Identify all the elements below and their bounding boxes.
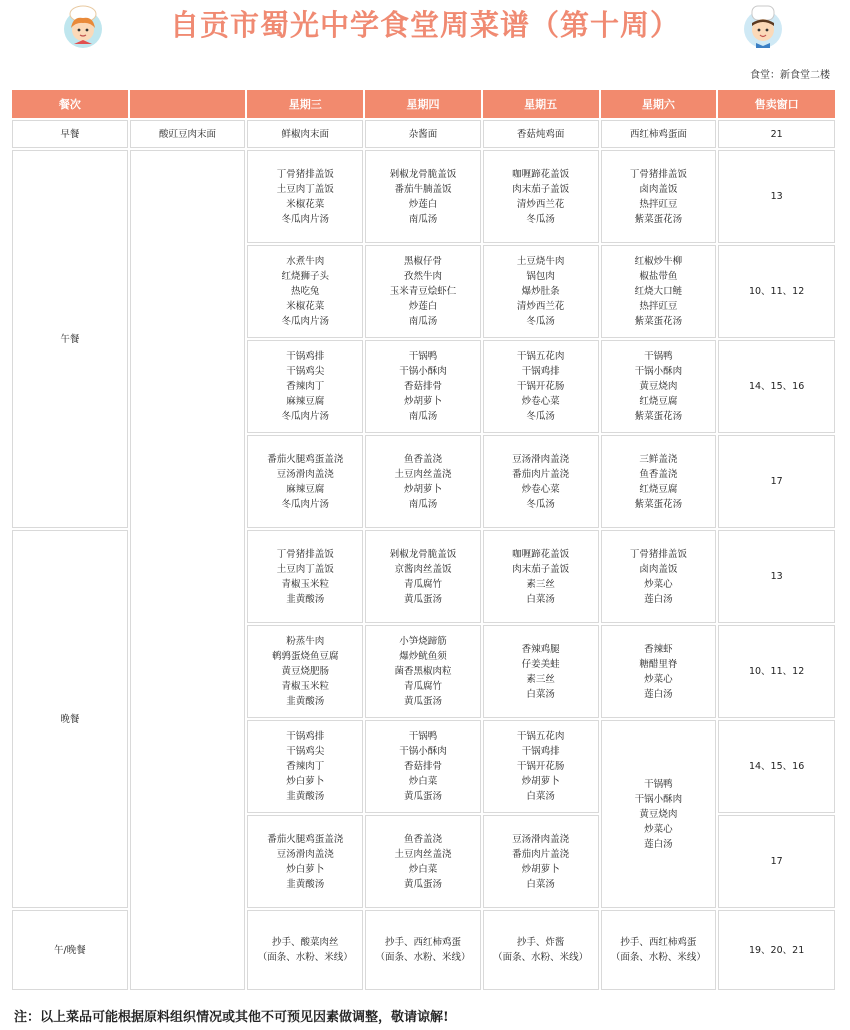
dish-item: 番茄火腿鸡蛋盖浇: [267, 453, 344, 465]
dish-item: 鱼香盖浇: [403, 453, 442, 465]
dish-item: 炒卷心菜: [521, 483, 560, 495]
blank-cell: [130, 150, 246, 990]
dish-item: 南瓜汤: [408, 498, 438, 510]
menu-cell: [601, 435, 717, 528]
dish-item: 素三丝: [526, 578, 555, 590]
dish-item: （面条、水粉、米线）: [493, 952, 589, 963]
meal-label: 午餐: [12, 150, 128, 528]
menu-cell: [247, 435, 363, 528]
dish-item: 紫菜蛋花汤: [634, 316, 683, 327]
dish-item: 香辣肉丁: [286, 381, 325, 392]
menu-cell: [601, 910, 717, 990]
dish-item: 干锅五花肉: [516, 351, 565, 362]
dish-item: 红椒炒牛柳: [634, 256, 683, 267]
dish-item: 水煮牛肉: [286, 256, 325, 267]
dish-item: 剁椒龙骨脆盖饭: [389, 168, 457, 180]
dish-item: 炒莲白: [408, 301, 438, 312]
menu-cell: [483, 150, 599, 243]
dish-item: 紫菜蛋花汤: [634, 411, 683, 422]
dish-item: 冬瓜汤: [526, 316, 555, 327]
dish-item: 冬瓜肉片汤: [281, 316, 330, 327]
dish-item: 热拌豇豆: [639, 198, 678, 210]
dish-item: 粉蒸牛肉: [286, 636, 325, 647]
window-cell: 13: [718, 530, 835, 623]
dish-item: 番茄火腿鸡蛋盖浇: [267, 833, 344, 845]
dish-item: 豆汤滑肉盖浇: [276, 468, 334, 480]
dish-item: 干锅鸭: [408, 351, 438, 362]
dish-item: 青瓜腐竹: [403, 578, 442, 590]
dish-item: 土豆肉丁盖饭: [276, 563, 334, 575]
header: [0, 0, 850, 60]
dish-item: 干锅鸭: [408, 731, 438, 742]
menu-cell: [483, 340, 599, 433]
menu-cell: [365, 815, 481, 908]
meal-label: 晚餐: [12, 530, 128, 908]
canteen-location: 食堂：新食堂二楼: [750, 70, 830, 81]
dish-item: 鱼香盖浇: [639, 468, 678, 480]
window-cell: 21: [718, 120, 835, 148]
dish-item: 三鲜盖浇: [639, 453, 678, 465]
dish-item: 丁骨猪排盖饭: [629, 548, 687, 560]
dish-item: 干锅鸡尖: [286, 746, 325, 757]
menu-cell: [483, 435, 599, 528]
dish-item: 炒卷心菜: [521, 396, 560, 407]
dish-item: 番茄牛腩盖饭: [394, 183, 452, 195]
menu-cell: [247, 910, 363, 990]
dish-item: 韭黄酸汤: [286, 696, 325, 707]
menu-cell: [247, 625, 363, 718]
dish-item: 干锅鸭: [644, 778, 673, 790]
dish-item: 炒胡萝卜: [403, 483, 442, 495]
dish-item: 咖喱蹄花盖饭: [512, 168, 570, 180]
dish-item: 卤肉盖饭: [639, 563, 678, 575]
menu-cell: [483, 815, 599, 908]
dish-item: 锅包肉: [526, 271, 555, 282]
dish-item: 热拌豇豆: [639, 301, 678, 312]
dish-item: 黄瓜蛋汤: [403, 696, 442, 707]
window-cell: 14、15、16: [718, 720, 835, 813]
dish-item: 炒白菜: [408, 863, 438, 875]
menu-cell: [601, 720, 717, 908]
window-cell: 19、20、21: [718, 910, 835, 990]
dish-item: 黄瓜蛋汤: [403, 593, 442, 605]
dish-item: 京酱肉丝盖饭: [394, 563, 452, 575]
dish-item: 丁骨猪排盖饭: [629, 168, 687, 180]
menu-cell: [365, 625, 481, 718]
dish-item: 炒白萝卜: [286, 776, 325, 787]
dish-item: 炒白萝卜: [286, 863, 325, 875]
dish-item: 干锅鸭: [644, 351, 673, 362]
dish-item: 莲白汤: [644, 688, 673, 700]
dish-item: 干锅小酥肉: [399, 746, 447, 757]
menu-cell: [601, 625, 717, 718]
dish-item: 肉末茄子盖饭: [512, 183, 570, 195]
dish-item: 剁椒龙骨脆盖饭: [389, 548, 457, 560]
dish-item: 土豆肉丝盖浇: [394, 468, 452, 480]
dish-item: 香辣肉丁: [286, 761, 325, 772]
dish-item: 仔姜美蛙: [521, 658, 560, 670]
dish-item: 糖醋里脊: [639, 658, 678, 670]
menu-cell: [483, 720, 599, 813]
dish-item: 土豆烧牛肉: [516, 256, 565, 267]
menu-cell: [601, 150, 717, 243]
menu-cell: [365, 245, 481, 338]
dish-item: 青椒玉米粒: [281, 578, 330, 590]
dish-item: 炒菜心: [644, 578, 673, 590]
menu-cell: [601, 340, 717, 433]
dish-item: 干锅小酥肉: [634, 793, 683, 805]
meal-label: 午/晚餐: [12, 910, 128, 990]
dish-item: 冬瓜肉片汤: [281, 498, 330, 510]
menu-cell: 西红柿鸡蛋面: [601, 120, 717, 148]
dish-item: 青椒玉米粒: [281, 681, 330, 692]
menu-cell: [365, 435, 481, 528]
dish-item: 干锅小酥肉: [399, 366, 447, 377]
col-header-meal: 餐次: [12, 90, 128, 118]
dish-item: 鱼香盖浇: [403, 833, 442, 845]
dish-item: 爆炒鱿鱼须: [399, 651, 447, 662]
dish-item: 麻辣豆腐: [286, 483, 325, 495]
dish-item: 黄豆烧肉: [639, 381, 678, 392]
dish-item: 白菜汤: [526, 878, 555, 890]
dish-item: 香辣虾: [644, 643, 673, 655]
menu-cell: 香菇炖鸡面: [483, 120, 599, 148]
window-cell: 17: [718, 815, 835, 908]
dish-item: 土豆肉丝盖浇: [394, 848, 452, 860]
window-cell: 13: [718, 150, 835, 243]
col-header-window: 售卖窗口: [718, 90, 835, 118]
menu-cell: [365, 720, 481, 813]
dish-item: 炒胡萝卜: [521, 776, 560, 787]
dish-item: 清炒西兰花: [516, 301, 565, 312]
dish-item: 冬瓜肉片汤: [281, 213, 330, 225]
menu-cell: [247, 245, 363, 338]
dish-item: 南瓜汤: [408, 316, 438, 327]
dish-item: 豆汤滑肉盖浇: [512, 833, 570, 845]
col-header-thu: 星期四: [365, 90, 481, 118]
dish-item: 香菇排骨: [403, 381, 442, 392]
dish-item: 紫菜蛋花汤: [634, 498, 683, 510]
dish-item: 白菜汤: [526, 791, 555, 802]
dish-item: 南瓜汤: [408, 213, 438, 225]
dish-item: 椒盐带鱼: [639, 271, 678, 282]
dish-item: 黄瓜蛋汤: [403, 791, 442, 802]
dish-item: 香辣鸡腿: [521, 643, 560, 655]
dish-item: 抄手、西红柿鸡蛋: [620, 937, 697, 948]
dish-item: （面条、水粉、米线）: [610, 952, 706, 963]
col-header-blank: [130, 90, 246, 118]
dish-item: 干锅鸡排: [521, 366, 560, 377]
menu-cell: [365, 910, 481, 990]
dish-item: 炒白菜: [408, 776, 438, 787]
menu-cell: [483, 625, 599, 718]
dish-item: 炒胡萝卜: [403, 396, 442, 407]
dish-item: 红烧豆腐: [639, 483, 678, 495]
dish-item: 热吃兔: [291, 286, 320, 297]
menu-cell: [483, 910, 599, 990]
col-header-wed: 星期三: [247, 90, 363, 118]
dish-item: 孜然牛肉: [403, 271, 442, 282]
dish-item: 爆炒肚条: [521, 286, 560, 297]
menu-cell: [601, 530, 717, 623]
dish-item: 菌香黑椒肉粒: [394, 666, 452, 677]
dish-item: 黄瓜蛋汤: [403, 878, 442, 890]
dish-item: 黄豆烧肥肠: [281, 666, 330, 677]
window-cell: 10、11、12: [718, 625, 835, 718]
dish-item: 麻辣豆腐: [286, 396, 325, 407]
dish-item: 炒莲白: [408, 198, 438, 210]
menu-cell: [247, 815, 363, 908]
dish-item: 干锅鸡排: [521, 746, 560, 757]
dish-item: 抄手、炸酱: [516, 937, 565, 948]
menu-cell: [247, 530, 363, 623]
dish-item: 小笋烧蹄筋: [399, 636, 447, 647]
menu-cell: 鲜椒肉末面: [247, 120, 363, 148]
menu-cell: [247, 340, 363, 433]
dish-item: 红烧狮子头: [281, 271, 330, 282]
footer-note: 注：以上菜品可能根据原料组织情况或其他不可预见因素做调整，敬请谅解!: [14, 1010, 449, 1025]
dish-item: 冬瓜汤: [526, 498, 555, 510]
dish-item: 干锅开花肠: [516, 761, 565, 772]
menu-cell: 杂酱面: [365, 120, 481, 148]
dish-item: 土豆肉丁盖饭: [276, 183, 334, 195]
dish-item: 冬瓜肉片汤: [281, 411, 330, 422]
dish-item: 米椒花菜: [286, 301, 325, 312]
dish-item: 青瓜腐竹: [403, 681, 442, 692]
dish-item: 干锅开花肠: [516, 381, 565, 392]
menu-cell: 酸豇豆肉末面: [130, 120, 246, 148]
dish-item: 番茄肉片盖浇: [512, 848, 570, 860]
dish-item: 南瓜汤: [408, 411, 438, 422]
dish-item: 丁骨猪排盖饭: [276, 168, 334, 180]
menu-cell: [483, 530, 599, 623]
dish-item: （面条、水粉、米线）: [257, 952, 353, 963]
menu-table: [10, 88, 837, 992]
dish-item: 肉末茄子盖饭: [512, 563, 570, 575]
dish-item: 豆汤滑肉盖浇: [512, 453, 570, 465]
col-header-sat: 星期六: [601, 90, 717, 118]
dish-item: 丁骨猪排盖饭: [276, 548, 334, 560]
dish-item: 红烧大口鲢: [634, 286, 683, 297]
dish-item: 白菜汤: [526, 593, 555, 605]
dish-item: 黑椒仔骨: [403, 256, 442, 267]
dish-item: 炒胡萝卜: [521, 863, 560, 875]
dish-item: 莲白汤: [644, 593, 673, 605]
dish-item: 香菇排骨: [403, 761, 442, 772]
breakfast-row: [12, 120, 835, 148]
menu-cell: [601, 245, 717, 338]
window-cell: 14、15、16: [718, 340, 835, 433]
dish-item: 米椒花菜: [286, 198, 325, 210]
dish-item: 白菜汤: [526, 688, 555, 700]
dish-item: 干锅鸡排: [286, 351, 325, 362]
dish-item: 抄手、西红柿鸡蛋: [384, 937, 461, 948]
dish-item: 素三丝: [526, 673, 555, 685]
dish-item: 莲白汤: [644, 838, 673, 850]
menu-cell: [365, 530, 481, 623]
dish-item: 韭黄酸汤: [286, 593, 325, 605]
dish-item: 玉米青豆烩虾仁: [389, 286, 457, 297]
dish-item: 韭黄酸汤: [286, 878, 325, 890]
menu-cell: [365, 340, 481, 433]
dish-item: 红烧豆腐: [639, 396, 678, 407]
menu-cell: [483, 245, 599, 338]
dish-item: 冬瓜汤: [526, 411, 555, 422]
dish-item: 干锅五花肉: [516, 731, 565, 742]
dish-item: 豆汤滑肉盖浇: [276, 848, 334, 860]
window-cell: 17: [718, 435, 835, 528]
menu-cell: [365, 150, 481, 243]
menu-cell: [247, 720, 363, 813]
dish-item: 鹌鹑蛋烧鱼豆腐: [272, 651, 339, 662]
dish-item: 抄手、酸菜肉丝: [272, 937, 339, 948]
dish-item: 黄豆烧肉: [639, 808, 678, 820]
menu-cell: [247, 150, 363, 243]
page-title: 自贡市蜀光中学食堂周菜谱（第十周）: [169, 8, 680, 42]
col-header-fri: 星期五: [483, 90, 599, 118]
dish-item: 炒菜心: [644, 673, 673, 685]
window-cell: 10、11、12: [718, 245, 835, 338]
lunch-row: [12, 150, 835, 243]
dish-item: 清炒西兰花: [516, 198, 565, 210]
dish-item: 干锅鸡排: [286, 731, 325, 742]
dish-item: 冬瓜汤: [526, 213, 555, 225]
header-row: [12, 90, 835, 118]
dish-item: 咖喱蹄花盖饭: [512, 548, 570, 560]
meal-label: 早餐: [12, 120, 128, 148]
dish-item: 炒菜心: [644, 823, 673, 835]
dish-item: 干锅小酥肉: [634, 366, 683, 377]
dish-item: 卤肉盖饭: [639, 183, 678, 195]
dish-item: 干锅鸡尖: [286, 366, 325, 377]
dish-item: 番茄肉片盖浇: [512, 468, 570, 480]
dish-item: 紫菜蛋花汤: [634, 213, 683, 225]
dish-item: 韭黄酸汤: [286, 791, 325, 802]
dish-item: （面条、水粉、米线）: [375, 952, 471, 963]
